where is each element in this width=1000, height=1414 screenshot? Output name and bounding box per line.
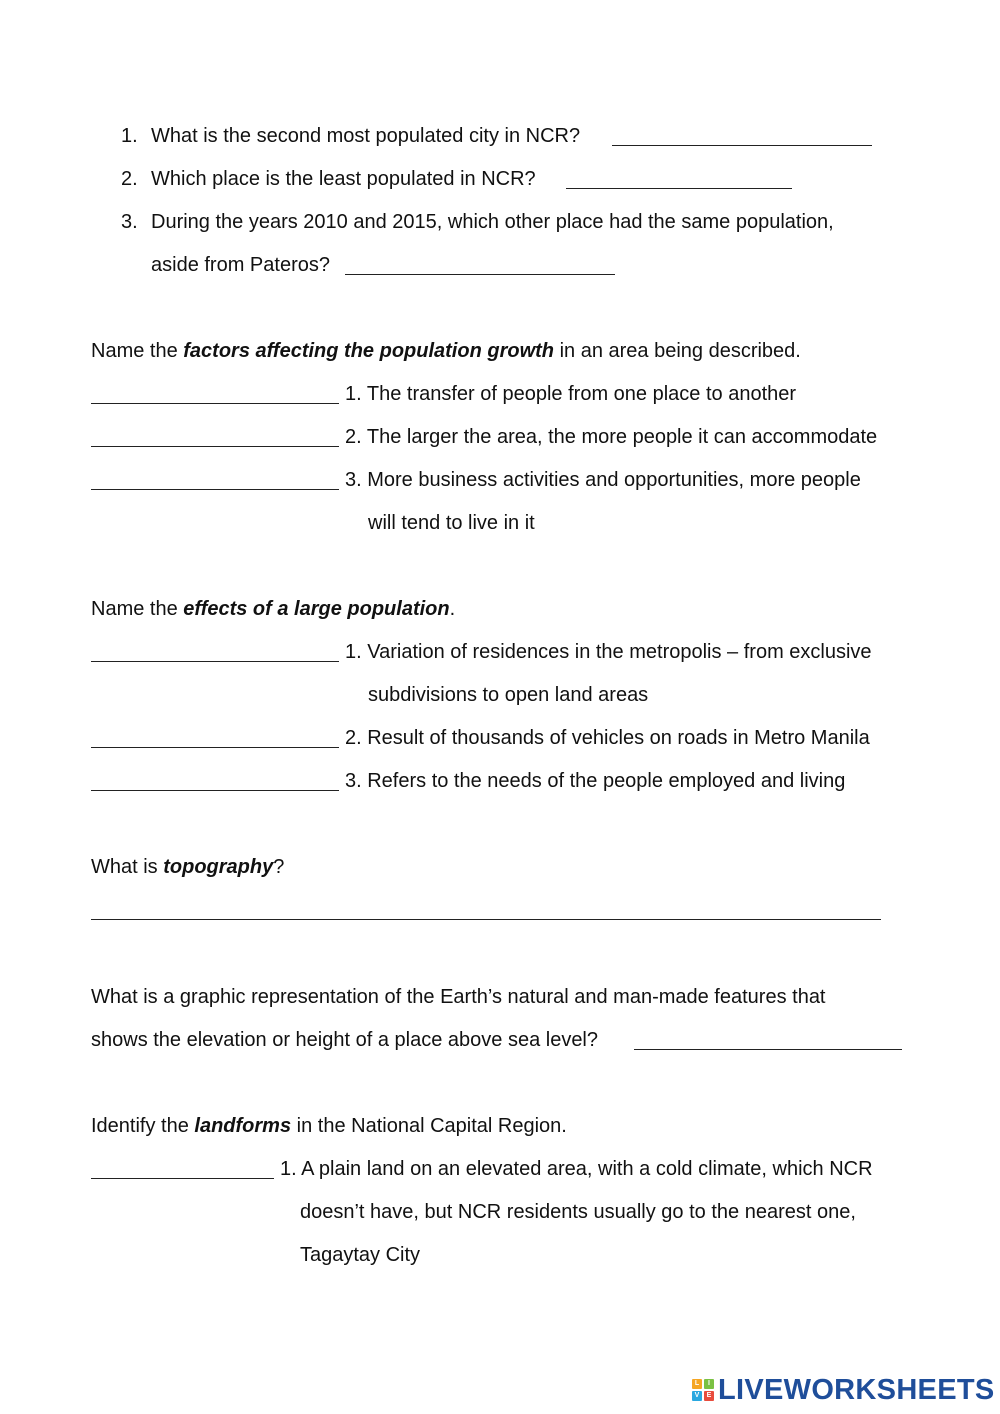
logo-text: LIVEWORKSHEETS <box>718 1373 995 1406</box>
logo-square-v: V <box>692 1391 702 1401</box>
question-2-text: Which place is the least populated in NCR? <box>151 168 536 190</box>
question-1-text: What is the second most populated city in NCR? <box>151 125 581 147</box>
graphic-question-line-2: shows the elevation or height of a place above sea level? <box>91 1029 599 1051</box>
graphic-answer-blank[interactable] <box>634 1049 902 1050</box>
question-1-answer-blank[interactable] <box>612 145 872 146</box>
landforms-item-1-text-continued: doesn’t have, but NCR residents usually go to the nearest one, <box>300 1201 856 1223</box>
logo-squares-icon <box>692 1379 714 1401</box>
effects-item-2-text: 2. Result of thousands of vehicles on roads in Metro Manila <box>345 727 870 749</box>
effects-item-1-text-continued: subdivisions to open land areas <box>368 684 649 706</box>
graphic-question-line-1: What is a graphic representation of the Earth’s natural and man-made features that <box>91 986 826 1008</box>
factors-intro: Name the factors affecting the population growth in an area being described. <box>91 340 801 362</box>
effects-item-1-text: 1. Variation of residences in the metropolis – from exclusive <box>345 641 872 663</box>
topography-question: What is topography? <box>91 856 285 878</box>
effects-item-3-text: 3. Refers to the needs of the people employed and living <box>345 770 846 792</box>
landforms-intro: Identify the landforms in the National Capital Region. <box>91 1115 567 1137</box>
factors-item-3-text-continued: will tend to live in it <box>368 512 535 534</box>
landforms-item-1-text: 1. A plain land on an elevated area, with a cold climate, which NCR <box>280 1158 873 1180</box>
factors-item-3-text: 3. More business activities and opportunities, more people <box>345 469 861 491</box>
landforms-item-1-blank[interactable] <box>91 1178 274 1179</box>
logo-square-i: I <box>704 1379 714 1389</box>
logo-square-l: L <box>692 1379 702 1389</box>
question-3-text-continued: aside from Pateros? <box>151 254 330 276</box>
question-1-number: 1. <box>121 125 138 147</box>
effects-intro: Name the effects of a large population. <box>91 598 456 620</box>
factors-item-2-blank[interactable] <box>91 446 339 447</box>
factors-item-3-blank[interactable] <box>91 489 339 490</box>
effects-item-1-blank[interactable] <box>91 661 339 662</box>
effects-item-2-blank[interactable] <box>91 747 339 748</box>
question-3-number: 3. <box>121 211 138 233</box>
question-3-text: During the years 2010 and 2015, which other place had the same population, <box>151 211 834 233</box>
question-3-answer-blank[interactable] <box>345 274 615 275</box>
factors-item-1-blank[interactable] <box>91 403 339 404</box>
logo-square-e: E <box>704 1391 714 1401</box>
topography-answer-blank[interactable] <box>91 919 881 920</box>
question-2-answer-blank[interactable] <box>566 188 792 189</box>
factors-item-1-text: 1. The transfer of people from one place to another <box>345 383 797 405</box>
question-2-number: 2. <box>121 168 138 190</box>
liveworksheets-logo <box>692 1372 995 1408</box>
landforms-item-1-text-continued-2: Tagaytay City <box>300 1244 421 1266</box>
factors-item-2-text: 2. The larger the area, the more people it can accommodate <box>345 426 878 448</box>
effects-item-3-blank[interactable] <box>91 790 339 791</box>
